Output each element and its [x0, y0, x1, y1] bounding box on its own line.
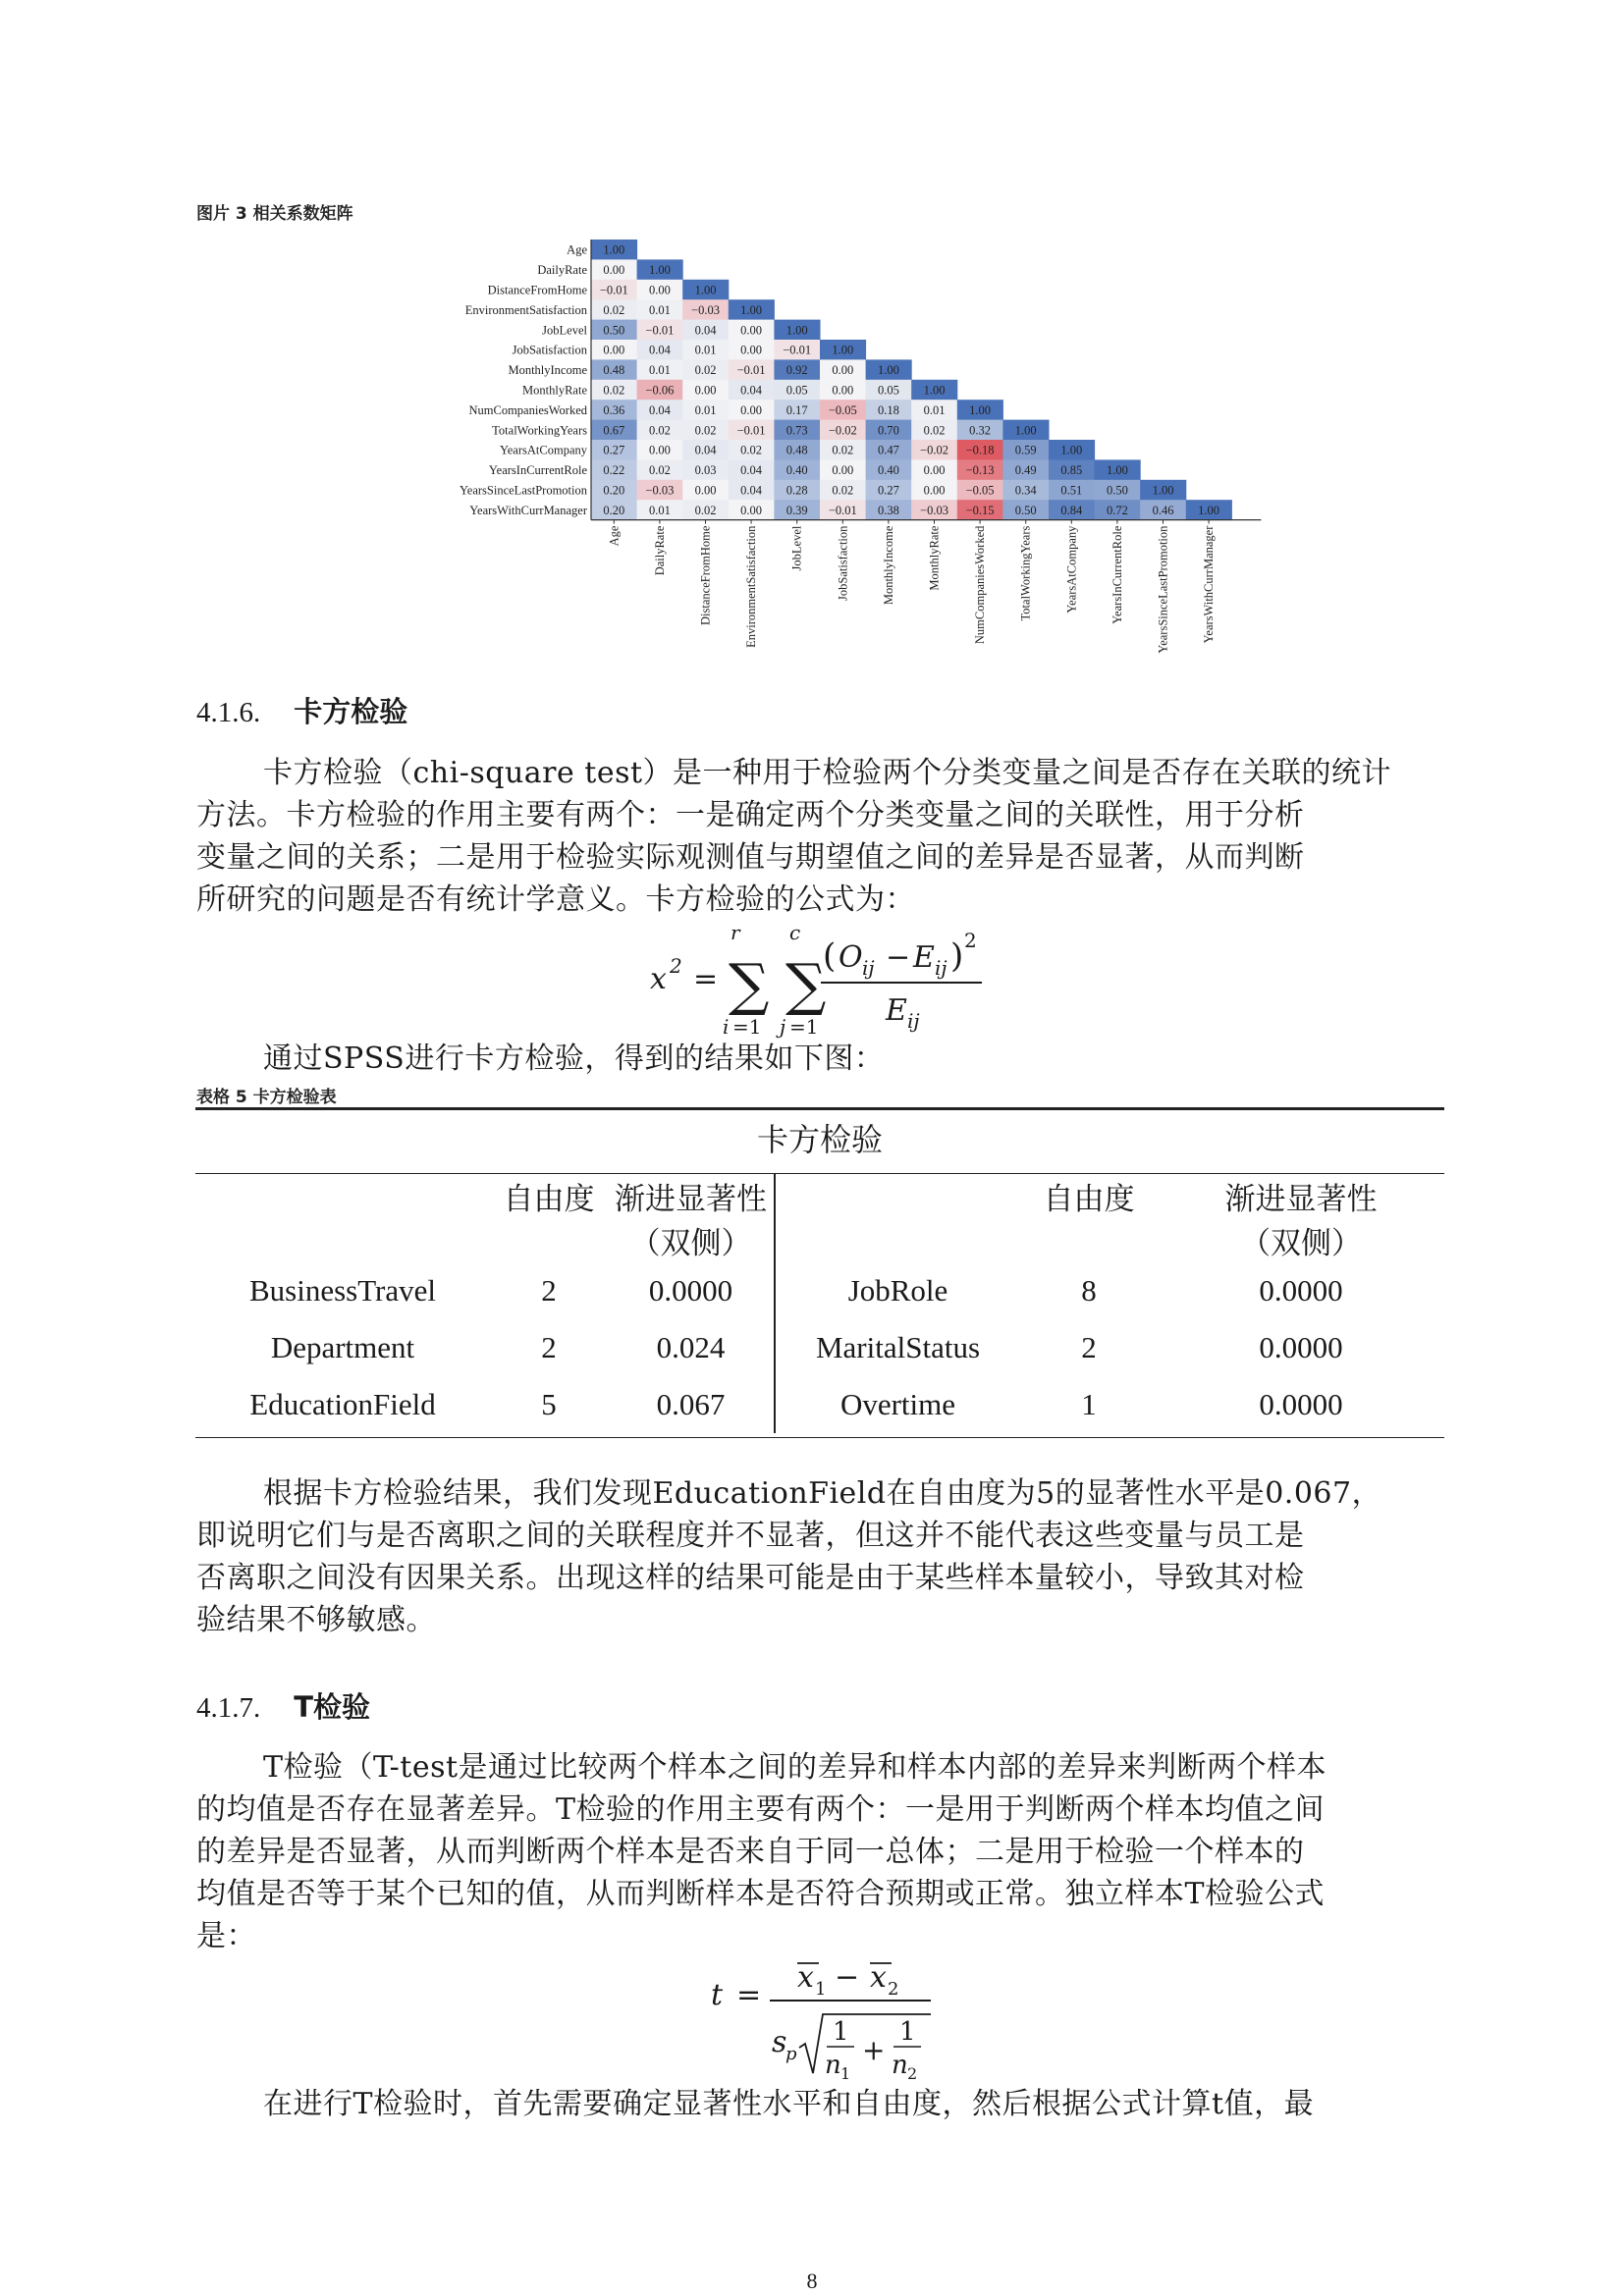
heatmap-cell-value: 0.00 [832, 383, 854, 398]
heatmap-column-label: Age [607, 525, 622, 547]
paragraph-line: T检验（T-test是通过比较两个样本之间的差异和样本内部的差异来判断两个样本 [263, 1750, 1327, 1785]
paragraph-line: 的均值是否存在显著差异。T检验的作用主要有两个：一是用于判断两个样本均值之间 [196, 1792, 1326, 1827]
table-title: 卡方检验 [756, 1121, 883, 1158]
heatmap-cell-value: 0.40 [877, 463, 899, 478]
heatmap-cell-value: 0.00 [740, 503, 763, 517]
heatmap-cell-value: 0.02 [923, 423, 946, 438]
paragraph-line: 均值是否等于某个已知的值，从而判断样本是否符合预期或正常。独立样本T检验公式 [196, 1877, 1326, 1911]
heatmap-cell-value: 0.01 [694, 402, 717, 417]
heatmap-cell-value: 0.02 [832, 483, 854, 498]
df-value: 2 [541, 1273, 557, 1308]
svg-text:2: 2 [888, 1979, 899, 2000]
chi-square-result-paragraph [196, 1472, 1453, 1641]
svg-text:=: = [693, 962, 719, 996]
variable-name: Overtime [839, 1387, 956, 1421]
section-number: 4.1.7. [196, 1692, 261, 1724]
heatmap-cell-value: 1.00 [877, 363, 899, 378]
svg-text:i: i [723, 1015, 730, 1039]
heatmap-column-label: TotalWorkingYears [1018, 525, 1033, 621]
paragraph-line: 是： [196, 1919, 256, 1953]
heatmap-cell-value: 0.20 [603, 503, 625, 517]
heatmap-cell-value: 0.51 [1060, 483, 1083, 498]
heatmap-cell-value: 0.72 [1106, 503, 1128, 517]
svg-text:2: 2 [964, 929, 977, 952]
heatmap-cell-value: −0.01 [599, 283, 628, 297]
variable-name: Department [270, 1330, 415, 1364]
svg-text:p: p [785, 2044, 797, 2064]
figure-caption: 图片 3 相关系数矩阵 [196, 204, 353, 224]
paragraph-line: 通过SPSS进行卡方检验，得到的结果如下图： [263, 1041, 885, 1076]
heatmap-cell-value: 0.03 [694, 463, 717, 478]
svg-text:=1: =1 [732, 1015, 762, 1039]
svg-text:1: 1 [840, 2064, 851, 2083]
heatmap-cell-value: 0.27 [877, 483, 899, 498]
section-title: 卡方检验 [294, 695, 408, 728]
heatmap-cell-value: 0.04 [740, 483, 763, 498]
heatmap-column-label: DistanceFromHome [698, 525, 713, 625]
sig-value: 0.0000 [1259, 1273, 1343, 1308]
heatmap-cell-value: 0.28 [785, 483, 808, 498]
heatmap-cell-value: 0.17 [785, 402, 808, 417]
heatmap-cell-value: 0.02 [740, 443, 763, 457]
heatmap-cell-value: −0.05 [828, 402, 857, 417]
heatmap-cell-value: 0.48 [785, 443, 808, 457]
svg-text:∑: ∑ [729, 951, 770, 1018]
section-number: 4.1.6. [196, 697, 261, 728]
df-value: 2 [541, 1330, 557, 1364]
heatmap-cell-value: 0.50 [1014, 503, 1037, 517]
heatmap-cell-value: 0.01 [923, 402, 946, 417]
heatmap-cell-value: 0.36 [603, 402, 625, 417]
heatmap-cell-value: 0.02 [694, 503, 717, 517]
heatmap-cell-value: 0.05 [785, 383, 808, 398]
paragraph-line: 变量之间的关系；二是用于检验实际观测值与期望值之间的差异是否显著，从而判断 [196, 840, 1305, 875]
heatmap-cell-value: 0.50 [603, 323, 625, 338]
heatmap-cell-value: 1.00 [1198, 503, 1220, 517]
heatmap-column-label: NumCompaniesWorked [973, 525, 988, 645]
sig-value: 0.0000 [608, 1262, 775, 1319]
heatmap-cell-value: −0.01 [783, 343, 812, 357]
paragraph-line: 的差异是否显著，从而判断两个样本是否来自于同一总体；二是用于检验一个样本的 [196, 1835, 1305, 1869]
svg-text:(: ( [823, 936, 837, 976]
heatmap-cell-value: 0.04 [648, 402, 671, 417]
heatmap-cell-value: 0.04 [740, 383, 763, 398]
svg-text:=: = [736, 1978, 762, 2012]
heatmap-cell-value: −0.13 [965, 463, 995, 478]
table-row [195, 1319, 1444, 1376]
heatmap-cell-value: 0.73 [785, 423, 808, 438]
heatmap-cell-value: 0.59 [1014, 443, 1037, 457]
section-title: T检验 [294, 1690, 371, 1724]
df-value: 8 [1081, 1273, 1097, 1308]
svg-text:2: 2 [907, 2064, 918, 2083]
svg-text:E: E [913, 940, 935, 975]
heatmap-row-label: YearsInCurrentRole [488, 463, 587, 478]
heatmap-column-label: YearsSinceLastPromotion [1156, 525, 1170, 654]
heatmap-cell-value: −0.06 [645, 383, 675, 398]
heatmap-cell-value: 0.50 [1106, 483, 1128, 498]
svg-text:+: + [862, 2034, 886, 2066]
heatmap-cell-value: 0.00 [740, 323, 763, 338]
heatmap-cell-value: 0.39 [785, 503, 808, 517]
svg-text:ij: ij [935, 956, 947, 980]
sig-value: 0.067 [608, 1376, 775, 1433]
header-df-right: 自由度 [1043, 1182, 1135, 1217]
heatmap-cell-value: 1.00 [603, 242, 625, 257]
svg-text:c: c [789, 921, 801, 944]
heatmap-cell-value: −0.05 [965, 483, 995, 498]
heatmap-row-label: YearsAtCompany [499, 443, 587, 457]
heatmap-column-label: YearsInCurrentRole [1110, 525, 1124, 624]
heatmap-cell-value: 0.01 [694, 343, 717, 357]
heatmap-column-label: MonthlyRate [927, 525, 942, 591]
heatmap-cell-value: 1.00 [969, 402, 992, 417]
svg-text:ij: ij [862, 956, 875, 980]
heatmap-cell-value: 0.02 [648, 423, 671, 438]
section-heading-t-test [196, 1685, 370, 1726]
svg-text:): ) [950, 936, 964, 976]
heatmap-cell-value: −0.03 [645, 483, 675, 498]
heatmap-row-label: EnvironmentSatisfaction [464, 302, 587, 317]
heatmap-cell-value: 0.05 [877, 383, 899, 398]
heatmap-cell-value: −0.03 [691, 302, 720, 317]
heatmap-cell-value: 0.02 [694, 423, 717, 438]
heatmap-cell-value: 0.01 [648, 503, 671, 517]
df-value: 1 [1081, 1387, 1097, 1421]
section-heading-chi-square [196, 690, 407, 730]
heatmap-row-label: JobSatisfaction [512, 343, 587, 357]
sig-value: 0.0000 [1259, 1387, 1343, 1421]
heatmap-cell-value: 1.00 [648, 263, 671, 278]
heatmap-cell-value: 1.00 [785, 323, 808, 338]
heatmap-cell-value: −0.03 [920, 503, 948, 517]
heatmap-cell-value: 0.04 [740, 463, 763, 478]
heatmap-column-label: JobSatisfaction [836, 525, 850, 601]
heatmap-cell-value: 0.01 [648, 302, 671, 317]
heatmap-cell-value: 0.40 [785, 463, 808, 478]
variable-name: BusinessTravel [248, 1273, 437, 1308]
t-test-formula [697, 1953, 952, 2086]
heatmap-cell-value: −0.02 [828, 423, 857, 438]
heatmap-cell-value: 0.00 [923, 483, 946, 498]
paragraph-line: 验结果不够敏感。 [196, 1603, 436, 1637]
heatmap-cell-value: 0.22 [603, 463, 625, 478]
heatmap-cell-value: 0.02 [603, 302, 625, 317]
heatmap-cell-value: 0.48 [603, 363, 625, 378]
svg-text:n: n [892, 2051, 908, 2080]
heatmap-cell-value: −0.18 [965, 443, 995, 457]
heatmap-cell-value: 0.27 [603, 443, 625, 457]
table-row [195, 1262, 1444, 1319]
svg-text:∑: ∑ [785, 951, 827, 1018]
svg-text:E: E [886, 993, 907, 1028]
svg-text:−: − [886, 940, 911, 975]
svg-text:−: − [835, 1960, 860, 1995]
heatmap-cell-value: 0.02 [648, 463, 671, 478]
heatmap-cell-value: 0.00 [603, 343, 625, 357]
chi-square-table-body [195, 1174, 1444, 1433]
heatmap-row-label: NumCompaniesWorked [468, 402, 587, 417]
sig-value: 0.0000 [1259, 1330, 1343, 1364]
heatmap-cell-value: 0.02 [832, 443, 854, 457]
variable-name: MaritalStatus [815, 1330, 981, 1364]
heatmap-cell-value: 0.47 [877, 443, 899, 457]
heatmap-cell-value: 1.00 [694, 283, 717, 297]
heatmap-column-label: DailyRate [652, 525, 667, 576]
variable-name: EducationField [249, 1387, 436, 1421]
heatmap-column-label: JobLevel [789, 525, 804, 571]
heatmap-cell-value: 0.00 [832, 363, 854, 378]
heatmap-cell-value: 0.01 [648, 363, 671, 378]
heatmap-cell-value: 0.00 [648, 283, 671, 297]
heatmap-cell-value: 0.02 [694, 363, 717, 378]
heatmap-column-label: YearsAtCompany [1064, 525, 1079, 614]
heatmap-cell-value: 0.67 [603, 423, 625, 438]
heatmap-column-label: EnvironmentSatisfaction [744, 525, 759, 648]
heatmap-row-label: JobLevel [542, 323, 587, 338]
chi-square-intro-paragraph [196, 752, 1453, 921]
heatmap-cell-value: 0.92 [785, 363, 808, 378]
svg-text:2: 2 [670, 954, 682, 978]
heatmap-cell-value: 0.70 [877, 423, 899, 438]
heatmap-cell-value: 0.00 [740, 343, 763, 357]
t-test-intro-paragraph [196, 1746, 1453, 1957]
heatmap-cell-value: 0.00 [694, 483, 717, 498]
paragraph-line: 否离职之间没有因果关系。出现这样的结果可能是由于某些样本量较小，导致其对检 [196, 1561, 1305, 1595]
svg-text:O: O [839, 940, 863, 975]
svg-text:x: x [870, 1960, 887, 1995]
svg-text:r: r [731, 921, 740, 944]
heatmap-cell-value: 1.00 [1060, 443, 1083, 457]
heatmap-cell-value: 1.00 [923, 383, 946, 398]
heatmap-cell-value: 0.00 [694, 383, 717, 398]
svg-text:x: x [650, 962, 667, 996]
paragraph-line: 所研究的问题是否有统计学意义。卡方检验的公式为： [196, 882, 915, 917]
heatmap-cell-value: 0.00 [923, 463, 946, 478]
svg-text:j: j [780, 1015, 786, 1039]
chi-square-table [195, 1107, 1444, 1438]
header-sig-right: 渐进显著性 [1224, 1182, 1378, 1217]
heatmap-cell-value: −0.01 [736, 363, 766, 378]
heatmap-cell-value: 0.04 [648, 343, 671, 357]
header-sig-sub-right: （双侧） [1240, 1226, 1362, 1261]
heatmap-cell-value: −0.02 [920, 443, 948, 457]
paragraph-line: 根据卡方检验结果，我们发现EducationField在自由度为5的显著性水平是0.067， [263, 1476, 1382, 1511]
svg-text:=1: =1 [789, 1015, 819, 1039]
t-test-procedure-paragraph [196, 2083, 1453, 2125]
heatmap-cell-value: 0.49 [1014, 463, 1037, 478]
heatmap-cell-value: 0.04 [694, 323, 717, 338]
svg-text:n: n [825, 2051, 841, 2080]
heatmap-row-label: MonthlyRate [522, 383, 587, 398]
heatmap-column-label: YearsWithCurrManager [1202, 525, 1217, 644]
heatmap-cell-value: −0.01 [736, 423, 766, 438]
df-value: 2 [1081, 1330, 1097, 1364]
svg-text:x: x [797, 1960, 814, 1995]
heatmap-cell-value: 0.38 [877, 503, 899, 517]
heatmap-cell-value: 0.00 [740, 402, 763, 417]
heatmap-cell-value: 0.00 [648, 443, 671, 457]
sig-value: 0.024 [608, 1319, 775, 1376]
heatmap-row-label: YearsWithCurrManager [469, 503, 587, 517]
chi-square-formula [638, 918, 1011, 1045]
heatmap-cell-value: 0.20 [603, 483, 625, 498]
heatmap-column-label: MonthlyIncome [881, 525, 895, 606]
heatmap-row-label: TotalWorkingYears [492, 423, 587, 438]
heatmap-cell-value: −0.01 [828, 503, 857, 517]
svg-text:ij: ij [907, 1009, 920, 1033]
heatmap-cell-value: 1.00 [1106, 463, 1128, 478]
heatmap-row-label: Age [567, 242, 587, 257]
heatmap-row-label: DistanceFromHome [487, 283, 587, 297]
variable-name: JobRole [847, 1273, 948, 1308]
heatmap-cell-value: 0.18 [877, 402, 899, 417]
page-number: 8 [806, 2269, 818, 2293]
heatmap-row-label: MonthlyIncome [508, 363, 587, 378]
heatmap-cell-value: 0.02 [603, 383, 625, 398]
svg-text:t: t [711, 1978, 724, 2012]
heatmap-cell-value: 0.00 [603, 263, 625, 278]
paragraph-line: 即说明它们与是否离职之间的关联程度并不显著，但这并不能代表这些变量与员工是 [196, 1519, 1305, 1553]
paragraph-line: 在进行T检验时，首先需要确定显著性水平和自由度，然后根据公式计算t值，最 [263, 2087, 1315, 2121]
header-sig-left: 渐进显著性 [608, 1174, 775, 1218]
correlation-heatmap [393, 232, 1326, 693]
heatmap-cell-value: 1.00 [1152, 483, 1174, 498]
heatmap-cell-value: 0.34 [1014, 483, 1037, 498]
header-df-left: 自由度 [503, 1182, 595, 1217]
heatmap-cell-value: 0.85 [1060, 463, 1083, 478]
svg-text:1: 1 [833, 2017, 849, 2047]
table-caption: 表格 5 卡方检验表 [196, 1088, 337, 1107]
svg-text:1: 1 [899, 2017, 916, 2047]
heatmap-cell-value: 0.32 [969, 423, 992, 438]
heatmap-cell-value: 1.00 [832, 343, 854, 357]
heatmap-cell-value: −0.15 [965, 503, 995, 517]
heatmap-row-label: YearsSinceLastPromotion [460, 483, 587, 498]
heatmap-row-label: DailyRate [537, 263, 587, 278]
svg-text:s: s [772, 2025, 787, 2059]
heatmap-cell-value: 0.04 [694, 443, 717, 457]
heatmap-cell-value: 1.00 [1014, 423, 1037, 438]
heatmap-cell-value: −0.01 [645, 323, 675, 338]
spss-paragraph [196, 1038, 1453, 1080]
df-value: 5 [541, 1387, 557, 1421]
paragraph-line: 方法。卡方检验的作用主要有两个：一是确定两个分类变量之间的关联性，用于分析 [196, 798, 1305, 832]
paragraph-line: 卡方检验（chi-square test）是一种用于检验两个分类变量之间是否存在关联的统计 [263, 756, 1392, 790]
heatmap-cell-value: 0.46 [1152, 503, 1174, 517]
heatmap-cell-value: 0.00 [832, 463, 854, 478]
heatmap-cell-value: 1.00 [740, 302, 763, 317]
header-sig-sub-left: （双侧） [608, 1218, 775, 1262]
table-row [195, 1376, 1444, 1433]
svg-text:1: 1 [815, 1979, 827, 2000]
heatmap-cell-value: 0.84 [1060, 503, 1083, 517]
